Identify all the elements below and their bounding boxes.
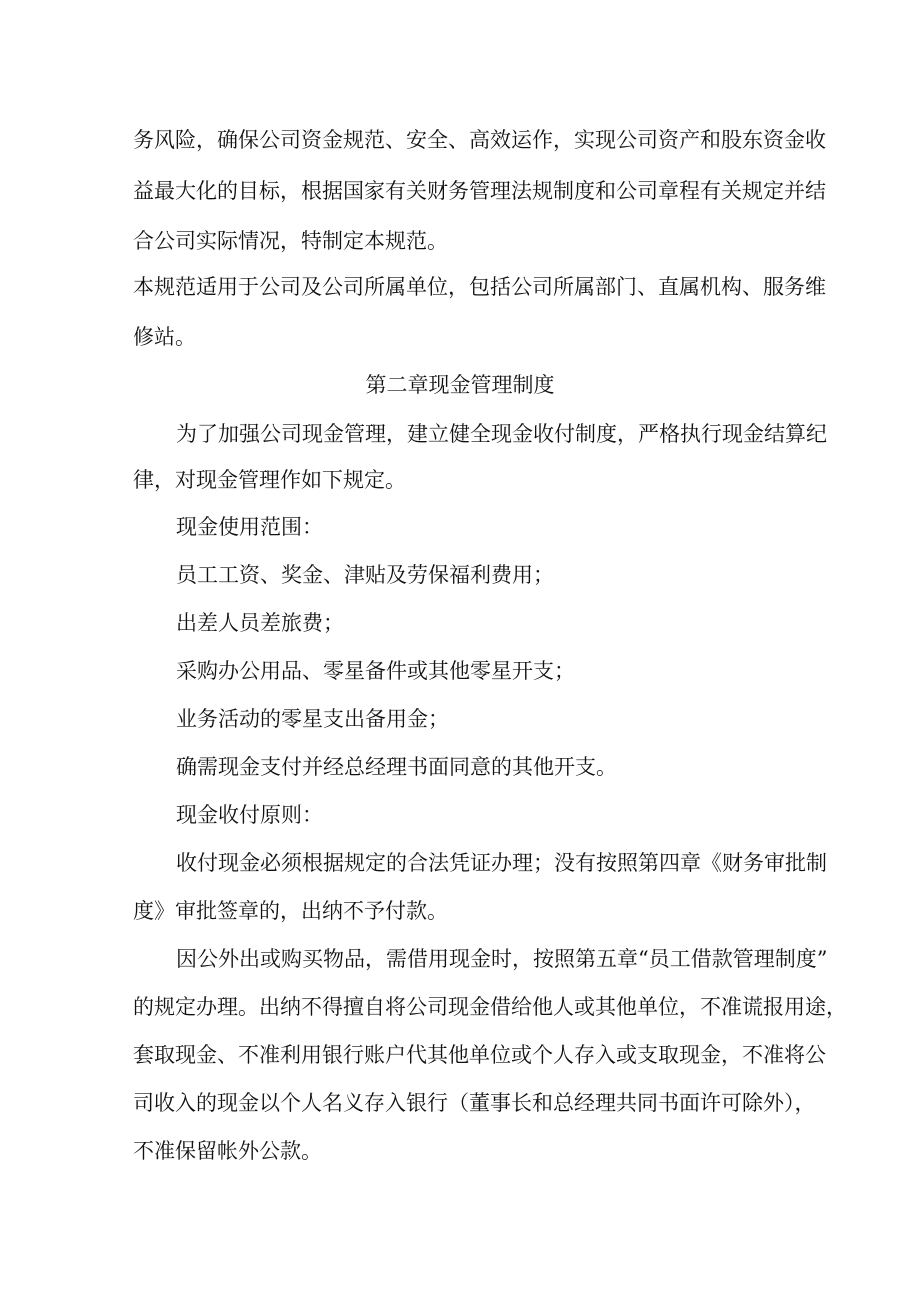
usage-item: 采购办公用品、零星备件或其他零星开支； [176, 659, 575, 683]
principle-1-line-2: 度》审批签章的，出纳不予付款。 [133, 899, 448, 923]
chapter-title: 第二章现金管理制度 [365, 373, 555, 397]
scope-line-2: 修站。 [133, 325, 196, 349]
usage-item: 出差人员差旅费； [176, 611, 344, 635]
principle-2-line-1: 因公外出或购买物品，需借用现金时，按照第五章“员工借款管理制度” [176, 947, 828, 971]
principle-2-line-5: 不准保留帐外公款。 [133, 1139, 322, 1163]
principle-heading: 现金收付原则： [176, 803, 323, 827]
usage-heading: 现金使用范围： [176, 515, 323, 539]
usage-item: 员工工资、奖金、津贴及劳保福利费用； [176, 563, 554, 587]
principle-2-line-3: 套取现金、不准利用银行账户代其他单位或个人存入或支取现金，不准将公 [133, 1043, 826, 1067]
chapter-intro-line-2: 律，对现金管理作如下规定。 [133, 468, 406, 492]
chapter-intro-line-1: 为了加强公司现金管理，建立健全现金收付制度，严格执行现金结算纪 [176, 422, 827, 446]
usage-item: 业务活动的零星支出备用金； [176, 707, 449, 731]
scope-line-1: 本规范适用于公司及公司所属单位，包括公司所属部门、直属机构、服务维 [133, 275, 826, 299]
usage-item: 确需现金支付并经总经理书面同意的其他开支。 [176, 755, 617, 779]
principle-2-line-4: 司收入的现金以个人名义存入银行（董事长和总经理共同书面许可除外）， [133, 1091, 816, 1115]
principle-1-line-1: 收付现金必须根据规定的合法凭证办理；没有按照第四章《财务审批制 [176, 851, 827, 875]
principle-2-line-2: 的规定办理。出纳不得擅自将公司现金借给他人或其他单位，不准谎报用途， [133, 995, 847, 1019]
intro-line-1: 务风险，确保公司资金规范、安全、高效运作，实现公司资产和股东资金收 [133, 128, 826, 152]
intro-line-2: 益最大化的目标，根据国家有关财务管理法规制度和公司章程有关规定并结 [133, 179, 826, 203]
intro-line-3: 合公司实际情况，特制定本规范。 [133, 229, 448, 253]
